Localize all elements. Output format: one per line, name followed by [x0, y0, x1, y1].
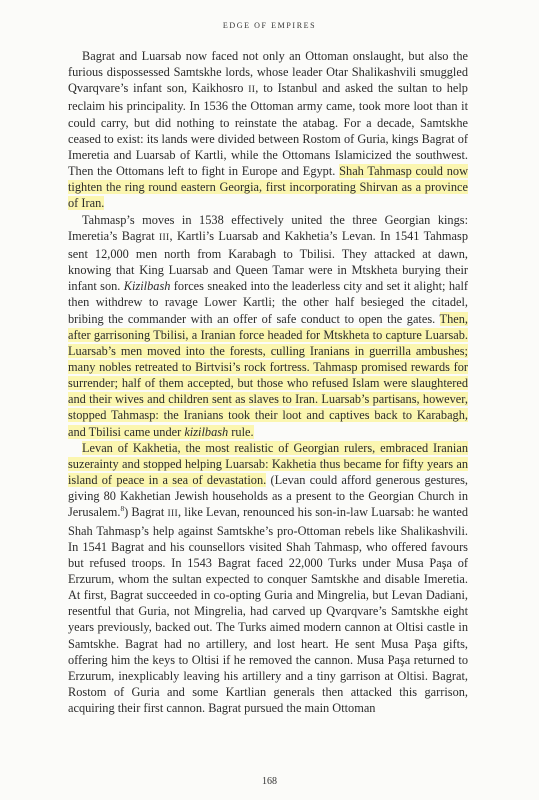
footnote-marker: 8	[120, 504, 125, 514]
highlighted-text: Then, after garrisoning Tbilisi, a Iranian force headed for Mtskheta to capture Luarsab. Luarsab’s men moved into the forests, culling Iranians in guerrilla ambushes; many nobles retreated to Birtvisi’s rock fortress. Tahmasp promised rewards for surrender; half of them accepted, but those who refused Islam were slaughtered and their wives and children sent as slaves to Iran. Luarsab’s partisans, however, stopped Tahmasp: the Iranians took their loot and captives back to Karabagh, and Tbilisi came under	[68, 311, 468, 439]
text-run: (Levan could afford generous gestures, giving 80 Kakhetian Jewish households as a present to the Georgian Church in Jerusalem.	[68, 473, 468, 520]
paragraph	[68, 212, 468, 440]
text-run: , to Istanbul and asked the sultan to help reclaim his principality. In 1536 the Ottoman army came, took more loot than it could carry, but did nothing to reinstate the atabag. For a decade, Samtskhe ceased to exist: its lands were divided between Rostom of Guria, kings Bagrat of Imeretia and Luarsab of Kartli, while the Ottomans Islamicized the southwest. Then the Ottomans left to fight in Europe and Egypt.	[68, 81, 468, 179]
running-head: EDGE OF EMPIRES	[222, 21, 317, 30]
highlighted-text: Shah Tahmasp could now tighten the ring round eastern Georgia, first incorporating Shirvan as a province of Iran.	[68, 164, 468, 211]
text-run: forces sneaked into the leaderless city and set it alight; half then withdrew to ravage Lower Kartli; the other half besieged the citadel, bribing the commander with an offer of safe conduct to open the gates.	[68, 279, 469, 326]
small-caps-numeral: II	[248, 84, 256, 96]
highlighted-text: rule.	[228, 424, 254, 439]
small-caps-numeral: III	[167, 508, 179, 520]
text-run: , Kartli’s Luarsab and Kakhetia’s Levan. In 1541 Tahmasp sent 12,000 men north from Karabagh to Tbilisi. They attacked at dawn, knowing that King Luarsab and Queen Tamar were in Mtskheta burying their infant son.	[68, 228, 468, 294]
text-run: , like Levan, renounced his son-in-law Luarsab: he wanted Shah Tahmasp’s help against Samtskhe’s pro-Ottoman rebels like Shalikashvili. In 1541 Bagrat and his counsellors visited Shah Tahmasp, who offered favours but refused troops. In 1543 Bagrat faced 22,000 Turks under Musa Paşa of Erzurum, whom the sultan expected to conquer Samtskhe and disable Imeretia. At first, Bagrat succeeded in co-opting Guria and Mingrelia, but Levan Dadiani, resentful that Guria, not Mingrelia, had carved up Qvarqvare’s Samtskhe eight years previously, backed out. The Turks aimed modern cannon at Oltisi castle in Samtskhe. Bagrat had no artillery, and lost heart. He sent Musa Paşa gifts, offering him the keys to Oltisi if he removed the cannon. Musa Paşa returned to Erzurum, inexplicably leaving his artillery and a tiny garrison at Oltisi. Bagrat, Rostom of Guria and some Kartlian generals then attacked this garrison, acquiring their first cannon. Bagrat pursued the main Ottoman	[68, 505, 469, 716]
text-run: ) Bagrat	[124, 505, 168, 520]
highlighted-text: kizilbash	[184, 424, 229, 439]
small-caps-numeral: III	[159, 231, 170, 243]
page-number: 168	[262, 776, 277, 787]
paragraph	[68, 48, 468, 212]
highlighted-text: Levan of Kakhetia, the most realistic of Georgian rulers, embraced Iranian suzerainty and stopped helping Luarsab: Kakhetia thus became for fifty years an island of peace in a sea of devastation.	[68, 440, 468, 488]
text-run: Kizilbash	[123, 279, 171, 294]
paragraph	[68, 440, 468, 717]
text-run: Bagrat and Luarsab now faced not only an Ottoman onslaught, but also the furious dispossessed Samtskhe lords, whose leader Otar Shalikashvili smuggled Qvarqvare’s infant son, Kaikhosro	[68, 49, 468, 96]
text-run: Tahmasp’s moves in 1538 effectively united the three Georgian kings: Imeretia’s Bagrat	[68, 212, 468, 243]
body-text	[68, 48, 468, 716]
